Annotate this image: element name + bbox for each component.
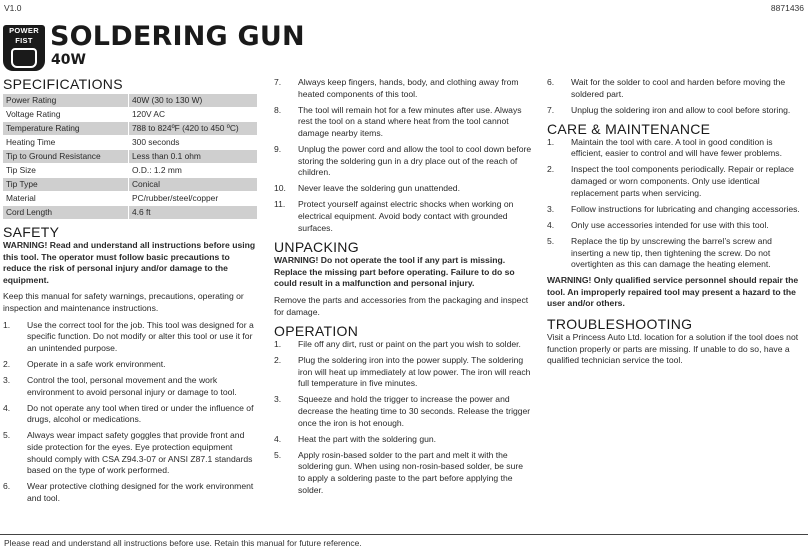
- power-fist-logo: [3, 25, 45, 71]
- list-text: Replace the tip by unscrewing the barrel’s screw and inserting a new tip, then tightening the screw. Do not overtighten as this can damage the heating element.: [571, 235, 772, 270]
- list-text: Unplug the power cord and allow the tool to cool down before storing the soldering gun in a dry place out of the reach of children.: [298, 143, 532, 178]
- list-number: 1.: [274, 339, 282, 350]
- list-item: [547, 204, 805, 216]
- list-number: 4.: [3, 402, 11, 413]
- list-text: Plug the soldering iron into the power supply. The soldering iron will heat up immediately at low power. The iron will reach full temperature in five minutes.: [298, 355, 531, 389]
- list-number: 9.: [274, 143, 282, 154]
- list-number: 5.: [3, 430, 11, 441]
- spec-row: [3, 192, 257, 206]
- spec-key: Temperature Rating: [3, 122, 129, 136]
- footer-divider: [0, 534, 808, 535]
- list-item: [274, 183, 532, 195]
- safety-warning: WARNING! Read and understand all instructions before using this tool. The operator must follow basic precautions to reduce the risk of personal injury and/or damage to the equipment.: [3, 240, 256, 285]
- spec-key: Tip Type: [3, 178, 129, 192]
- list-item: [3, 320, 257, 355]
- list-number: 5.: [547, 235, 555, 246]
- spec-value: Less than 0.1 ohm: [129, 150, 258, 164]
- list-number: 2.: [3, 358, 11, 369]
- list-item: [274, 144, 532, 179]
- fist-icon: [11, 48, 37, 68]
- list-number: 6.: [3, 481, 11, 492]
- column-1: [3, 76, 257, 509]
- safety-heading: SAFETY: [3, 224, 60, 240]
- unpacking-text: Remove the parts and accessories from the packaging and inspect for damage.: [274, 294, 529, 317]
- spec-value: Conical: [129, 178, 258, 192]
- list-text: Inspect the tool components periodically. Repair or replace damaged or worn components. Only use identical replacement parts when servicing.: [571, 164, 794, 198]
- maintenance-warning: WARNING! Only qualified service personnel should repair the tool. An improperly repaired tool may present a hazard to the user and/or others.: [547, 275, 799, 309]
- list-number: 8.: [274, 104, 282, 115]
- logo-text-top: POWER: [9, 26, 39, 35]
- spec-key: Material: [3, 192, 129, 206]
- list-item: [547, 77, 805, 100]
- list-item: [3, 430, 257, 476]
- list-number: 3.: [3, 374, 11, 385]
- logo-text-bottom: FIST: [15, 36, 33, 45]
- list-item: [274, 339, 532, 351]
- list-text: Unplug the soldering iron and allow to cool before storing.: [571, 104, 791, 115]
- list-number: 3.: [274, 394, 282, 405]
- list-text: File off any dirt, rust or paint on the part you wish to solder.: [298, 339, 521, 350]
- maintenance-list: [547, 137, 805, 271]
- list-text: Use the correct tool for the job. This tool was designed for a specific function. Do not modify or alter this tool or use it for an unintended purpose.: [27, 319, 254, 353]
- list-text: Heat the part with the soldering gun.: [298, 433, 437, 444]
- unpacking-heading: UNPACKING: [274, 239, 359, 256]
- list-item: [547, 137, 805, 160]
- operation-list-a: [274, 339, 532, 496]
- list-item: [274, 105, 532, 140]
- spec-row: [3, 136, 257, 150]
- spec-key: Tip to Ground Resistance: [3, 150, 129, 164]
- list-item: [547, 220, 805, 232]
- spec-value: 120V AC: [129, 108, 258, 122]
- list-number: 6.: [547, 77, 555, 87]
- list-item: [547, 105, 805, 117]
- list-item: [274, 394, 532, 429]
- list-text: Wear protective clothing designed for the work environment and tool.: [27, 481, 254, 503]
- list-text: Always keep fingers, hands, body, and clothing away from heated components of this tool.: [298, 77, 519, 99]
- list-item: [3, 403, 257, 426]
- list-item: [274, 77, 532, 100]
- spec-row: [3, 206, 257, 220]
- list-number: 5.: [274, 449, 282, 460]
- part-number: 8871436: [770, 3, 804, 13]
- spec-value: 300 seconds: [129, 136, 258, 150]
- spec-value: 788 to 824ºF (420 to 450 ºC): [129, 122, 258, 136]
- spec-value: 40W (30 to 130 W): [129, 94, 258, 108]
- safety-list-a: [3, 320, 257, 505]
- spec-value: PC/rubber/steel/copper: [129, 192, 258, 206]
- operation-list-b: [547, 77, 805, 116]
- product-wattage: 40W: [51, 52, 86, 68]
- footer-note: Please read and understand all instructions before use. Retain this manual for future reference.: [4, 538, 362, 548]
- spec-row: [3, 94, 257, 108]
- list-text: Wait for the solder to cool and harden before moving the soldered part.: [571, 77, 786, 99]
- troubleshooting-text: Visit a Princess Auto Ltd. location for a solution if the tool does not function properly or parts are missing. If unable to do so, have a qualified technician service the tool.: [547, 332, 799, 366]
- list-number: 4.: [547, 219, 555, 230]
- list-number: 3.: [547, 203, 555, 214]
- spec-row: [3, 150, 257, 164]
- list-text: Do not operate any tool when tired or under the influence of drugs, alcohol or medications.: [27, 402, 254, 425]
- list-text: Control the tool, personal movement and the work environment to avoid personal injury or damage to tool.: [27, 374, 237, 397]
- list-number: 7.: [274, 77, 282, 87]
- list-item: [274, 199, 532, 234]
- list-text: Operate in a safe work environment.: [27, 358, 166, 369]
- unpacking-warning: WARNING! Do not operate the tool if any part is missing. Replace the missing part before operating. Failure to do so could result in a malfunction and personal injury.: [274, 255, 515, 289]
- spec-row: [3, 178, 257, 192]
- spec-key: Power Rating: [3, 94, 129, 108]
- safety-list-b: [274, 77, 532, 234]
- maintenance-heading: CARE & MAINTENANCE: [547, 120, 711, 137]
- list-item: [274, 434, 532, 446]
- list-item: [3, 481, 257, 504]
- spec-value: 4.6 ft: [129, 206, 258, 220]
- list-text: Only use accessories intended for use with this tool.: [571, 219, 769, 230]
- list-text: The tool will remain hot for a few minutes after use. Always rest the tool on a stand where heat from the tool cannot damage nearby items.: [298, 104, 522, 138]
- list-number: 7.: [547, 104, 555, 115]
- list-number: 2.: [274, 355, 282, 366]
- list-number: 10.: [274, 183, 286, 194]
- troubleshooting-heading: TROUBLESHOOTING: [547, 316, 693, 332]
- list-text: Always wear impact safety goggles that provide front and side protection for the eyes. Eye protection equipment should comply with CSA Z94.3-07 or ANSI Z87.1 standards based on the type of work performed.: [27, 430, 253, 476]
- list-text: Protect yourself against electric shocks when working on electrical equipment. Avoid body contact with grounded surfaces.: [298, 199, 514, 233]
- list-text: Apply rosin-based solder to the part and melt it with the soldering gun. When using non-rosin-based solder, be sure to apply a soldering paste to the part before applying the solder.: [298, 449, 524, 495]
- list-item: [547, 236, 805, 271]
- column-2: [274, 77, 532, 501]
- specifications-table: [3, 94, 257, 220]
- list-number: 1.: [547, 136, 555, 147]
- list-item: [3, 359, 257, 371]
- column-3: [547, 77, 805, 372]
- specifications-heading: SPECIFICATIONS: [3, 76, 123, 92]
- list-text: Squeeze and hold the trigger to increase the power and decrease the heating time to 30 seconds. Release the trigger once the iron is hot enough.: [298, 394, 531, 428]
- list-text: Never leave the soldering gun unattended.: [298, 183, 460, 194]
- list-number: 1.: [3, 319, 11, 330]
- spec-row: [3, 108, 257, 122]
- list-item: [274, 450, 532, 496]
- spec-row: [3, 122, 257, 136]
- list-text: Follow instructions for lubricating and changing accessories.: [571, 203, 800, 214]
- list-number: 4.: [274, 433, 282, 444]
- spec-row: [3, 164, 257, 178]
- spec-value: O.D.: 1.2 mm: [129, 164, 258, 178]
- product-title: SOLDERING GUN: [50, 21, 305, 52]
- list-number: 2.: [547, 164, 555, 175]
- version-label: V1.0: [4, 3, 22, 13]
- spec-key: Tip Size: [3, 164, 129, 178]
- list-item: [547, 164, 805, 199]
- list-number: 11.: [274, 199, 286, 210]
- spec-key: Voltage Rating: [3, 108, 129, 122]
- list-item: [3, 375, 257, 398]
- safety-intro: Keep this manual for safety warnings, precautions, operating or inspection and maintenance instructions.: [3, 291, 244, 313]
- spec-key: Cord Length: [3, 206, 129, 220]
- operation-heading: OPERATION: [274, 323, 359, 340]
- list-text: Maintain the tool with care. A tool in good condition is efficient, easier to control and will have fewer problems.: [571, 136, 782, 159]
- spec-key: Heating Time: [3, 136, 129, 150]
- list-item: [274, 355, 532, 390]
